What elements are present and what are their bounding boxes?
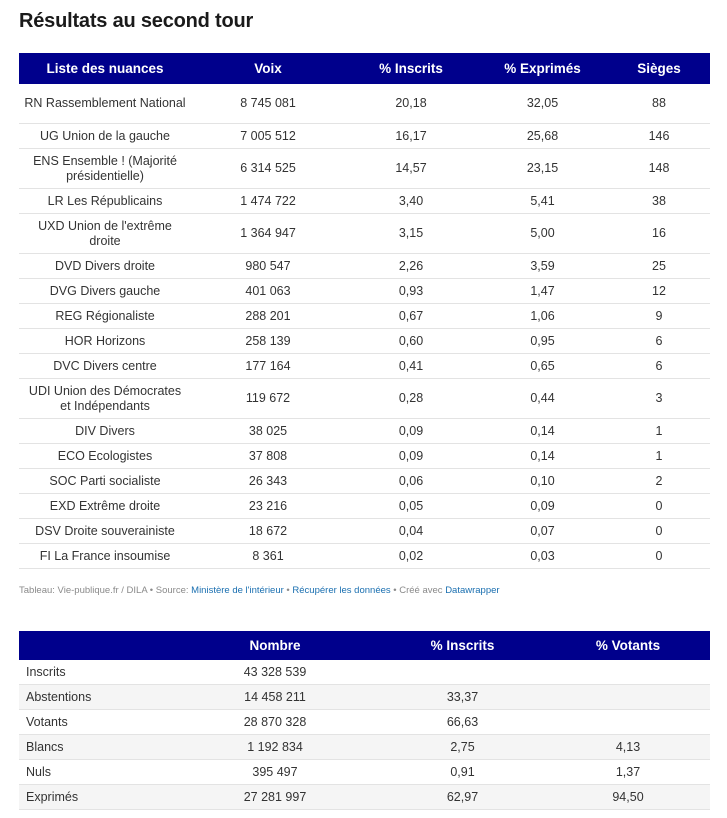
cell-pct-inscrits: 3,15 bbox=[345, 214, 477, 254]
cell-pct-inscrits: 0,91 bbox=[379, 760, 546, 785]
table-row bbox=[19, 519, 710, 544]
table-row bbox=[19, 710, 710, 735]
table-row bbox=[19, 544, 710, 569]
cell-nombre: 1 192 834 bbox=[171, 735, 379, 760]
cell-sieges: 146 bbox=[608, 124, 710, 149]
column-header-voix[interactable]: Voix bbox=[191, 53, 345, 84]
cell-pct-inscrits: 0,05 bbox=[345, 494, 477, 519]
table-row bbox=[19, 214, 710, 254]
cell-voix: 8 361 bbox=[191, 544, 345, 569]
cell-pct-exprimes: 5,00 bbox=[477, 214, 608, 254]
cell-voix: 8 745 081 bbox=[191, 84, 345, 124]
cell-sieges: 0 bbox=[608, 494, 710, 519]
column-header-label bbox=[19, 631, 171, 660]
cell-voix: 38 025 bbox=[191, 419, 345, 444]
cell-nombre: 27 281 997 bbox=[171, 785, 379, 810]
cell-voix: 177 164 bbox=[191, 354, 345, 379]
table-row bbox=[19, 760, 710, 785]
cell-sieges: 9 bbox=[608, 304, 710, 329]
cell-pct-inscrits: 3,40 bbox=[345, 189, 477, 214]
cell-pct-exprimes: 25,68 bbox=[477, 124, 608, 149]
cell-sieges: 6 bbox=[608, 354, 710, 379]
cell-pct-inscrits: 33,37 bbox=[379, 685, 546, 710]
participation-header-row bbox=[19, 631, 710, 660]
source-prefix: Tableau: Vie-publique.fr / DILA • Source: bbox=[19, 585, 192, 596]
cell-nombre: 395 497 bbox=[171, 760, 379, 785]
cell-pct-inscrits: 0,67 bbox=[345, 304, 477, 329]
table-row bbox=[19, 419, 710, 444]
cell-pct-exprimes: 3,59 bbox=[477, 254, 608, 279]
cell-voix: 1 364 947 bbox=[191, 214, 345, 254]
cell-nuance: UDI Union des Démocrates et Indépendants bbox=[19, 379, 191, 419]
cell-label: Blancs bbox=[19, 735, 171, 760]
cell-pct-inscrits: 0,41 bbox=[345, 354, 477, 379]
cell-nuance: ENS Ensemble ! (Majorité présidentielle) bbox=[19, 149, 191, 189]
table-row bbox=[19, 84, 710, 124]
cell-pct-exprimes: 23,15 bbox=[477, 149, 608, 189]
cell-pct-votants: 1,37 bbox=[546, 760, 710, 785]
cell-pct-exprimes: 0,65 bbox=[477, 354, 608, 379]
table-row bbox=[19, 254, 710, 279]
cell-pct-inscrits: 20,18 bbox=[345, 84, 477, 124]
cell-pct-votants: 94,50 bbox=[546, 785, 710, 810]
cell-pct-exprimes: 0,95 bbox=[477, 329, 608, 354]
column-header-inscrits[interactable]: % Inscrits bbox=[345, 53, 477, 84]
cell-pct-exprimes: 1,47 bbox=[477, 279, 608, 304]
cell-voix: 980 547 bbox=[191, 254, 345, 279]
source-separator: • bbox=[283, 585, 293, 596]
cell-sieges: 0 bbox=[608, 544, 710, 569]
cell-voix: 26 343 bbox=[191, 469, 345, 494]
cell-sieges: 2 bbox=[608, 469, 710, 494]
table-row bbox=[19, 329, 710, 354]
created-with-text: • Créé avec bbox=[390, 585, 446, 596]
cell-pct-exprimes: 1,06 bbox=[477, 304, 608, 329]
results-header-row bbox=[19, 53, 710, 84]
cell-pct-inscrits: 14,57 bbox=[345, 149, 477, 189]
cell-pct-inscrits: 62,97 bbox=[379, 785, 546, 810]
cell-pct-inscrits: 0,06 bbox=[345, 469, 477, 494]
cell-sieges: 88 bbox=[608, 84, 710, 124]
table-row bbox=[19, 660, 710, 685]
cell-label: Nuls bbox=[19, 760, 171, 785]
cell-pct-exprimes: 0,09 bbox=[477, 494, 608, 519]
cell-nuance: DVC Divers centre bbox=[19, 354, 191, 379]
cell-voix: 119 672 bbox=[191, 379, 345, 419]
table-row bbox=[19, 444, 710, 469]
cell-pct-exprimes: 0,44 bbox=[477, 379, 608, 419]
cell-nuance: EXD Extrême droite bbox=[19, 494, 191, 519]
cell-nuance: FI La France insoumise bbox=[19, 544, 191, 569]
cell-pct-inscrits: 0,28 bbox=[345, 379, 477, 419]
cell-sieges: 12 bbox=[608, 279, 710, 304]
cell-nuance: SOC Parti socialiste bbox=[19, 469, 191, 494]
cell-pct-exprimes: 0,14 bbox=[477, 444, 608, 469]
table-row bbox=[19, 279, 710, 304]
cell-voix: 23 216 bbox=[191, 494, 345, 519]
results-table bbox=[19, 53, 710, 569]
cell-voix: 1 474 722 bbox=[191, 189, 345, 214]
column-header-pct-inscrits[interactable]: % Inscrits bbox=[379, 631, 546, 660]
column-header-nuances[interactable]: Liste des nuances bbox=[19, 53, 191, 84]
table-row bbox=[19, 124, 710, 149]
cell-pct-inscrits: 66,63 bbox=[379, 710, 546, 735]
cell-pct-votants bbox=[546, 710, 710, 735]
table-row bbox=[19, 785, 710, 810]
column-header-sieges[interactable]: Sièges bbox=[608, 53, 710, 84]
cell-pct-inscrits: 0,09 bbox=[345, 444, 477, 469]
cell-pct-inscrits: 0,04 bbox=[345, 519, 477, 544]
cell-sieges: 1 bbox=[608, 419, 710, 444]
cell-voix: 37 808 bbox=[191, 444, 345, 469]
table-row bbox=[19, 354, 710, 379]
cell-pct-exprimes: 32,05 bbox=[477, 84, 608, 124]
cell-nuance: DSV Droite souverainiste bbox=[19, 519, 191, 544]
table-row bbox=[19, 469, 710, 494]
cell-label: Inscrits bbox=[19, 660, 171, 685]
cell-label: Votants bbox=[19, 710, 171, 735]
table-row bbox=[19, 735, 710, 760]
table-row bbox=[19, 494, 710, 519]
cell-voix: 18 672 bbox=[191, 519, 345, 544]
cell-sieges: 1 bbox=[608, 444, 710, 469]
cell-sieges: 0 bbox=[608, 519, 710, 544]
cell-pct-exprimes: 0,14 bbox=[477, 419, 608, 444]
cell-voix: 288 201 bbox=[191, 304, 345, 329]
source-link[interactable]: Ministère de l'intérieur bbox=[191, 585, 284, 596]
cell-nuance: UG Union de la gauche bbox=[19, 124, 191, 149]
cell-sieges: 3 bbox=[608, 379, 710, 419]
cell-nombre: 28 870 328 bbox=[171, 710, 379, 735]
cell-pct-exprimes: 0,10 bbox=[477, 469, 608, 494]
download-data-link[interactable]: Récupérer les données bbox=[292, 585, 391, 596]
cell-sieges: 6 bbox=[608, 329, 710, 354]
cell-pct-exprimes: 5,41 bbox=[477, 189, 608, 214]
source-line bbox=[19, 585, 500, 596]
cell-pct-exprimes: 0,03 bbox=[477, 544, 608, 569]
cell-sieges: 38 bbox=[608, 189, 710, 214]
cell-voix: 7 005 512 bbox=[191, 124, 345, 149]
cell-nuance: RN Rassemblement National bbox=[19, 84, 191, 124]
cell-nuance: REG Régionaliste bbox=[19, 304, 191, 329]
cell-nuance: ECO Ecologistes bbox=[19, 444, 191, 469]
cell-nuance: DVG Divers gauche bbox=[19, 279, 191, 304]
cell-nuance: LR Les Républicains bbox=[19, 189, 191, 214]
cell-pct-inscrits bbox=[379, 660, 546, 685]
datawrapper-link[interactable]: Datawrapper bbox=[445, 585, 500, 596]
table-row bbox=[19, 685, 710, 710]
table-row bbox=[19, 304, 710, 329]
cell-pct-inscrits: 2,75 bbox=[379, 735, 546, 760]
cell-voix: 258 139 bbox=[191, 329, 345, 354]
cell-pct-inscrits: 16,17 bbox=[345, 124, 477, 149]
cell-pct-votants bbox=[546, 685, 710, 710]
cell-sieges: 148 bbox=[608, 149, 710, 189]
cell-pct-inscrits: 0,02 bbox=[345, 544, 477, 569]
cell-label: Exprimés bbox=[19, 785, 171, 810]
column-header-pct-votants[interactable]: % Votants bbox=[546, 631, 710, 660]
table-row bbox=[19, 149, 710, 189]
cell-nuance: HOR Horizons bbox=[19, 329, 191, 354]
page-title: Résultats au second tour bbox=[19, 10, 254, 32]
cell-pct-exprimes: 0,07 bbox=[477, 519, 608, 544]
cell-sieges: 16 bbox=[608, 214, 710, 254]
cell-pct-inscrits: 2,26 bbox=[345, 254, 477, 279]
cell-nombre: 43 328 539 bbox=[171, 660, 379, 685]
participation-table bbox=[19, 631, 710, 810]
table-row bbox=[19, 189, 710, 214]
cell-nuance: UXD Union de l'extrême droite bbox=[19, 214, 191, 254]
cell-label: Abstentions bbox=[19, 685, 171, 710]
cell-pct-inscrits: 0,60 bbox=[345, 329, 477, 354]
cell-pct-votants: 4,13 bbox=[546, 735, 710, 760]
table-row bbox=[19, 379, 710, 419]
column-header-exprimes[interactable]: % Exprimés bbox=[477, 53, 608, 84]
cell-nuance: DIV Divers bbox=[19, 419, 191, 444]
column-header-nombre[interactable]: Nombre bbox=[171, 631, 379, 660]
cell-voix: 6 314 525 bbox=[191, 149, 345, 189]
cell-pct-inscrits: 0,09 bbox=[345, 419, 477, 444]
cell-pct-inscrits: 0,93 bbox=[345, 279, 477, 304]
cell-nombre: 14 458 211 bbox=[171, 685, 379, 710]
cell-nuance: DVD Divers droite bbox=[19, 254, 191, 279]
cell-pct-votants bbox=[546, 660, 710, 685]
cell-voix: 401 063 bbox=[191, 279, 345, 304]
cell-sieges: 25 bbox=[608, 254, 710, 279]
